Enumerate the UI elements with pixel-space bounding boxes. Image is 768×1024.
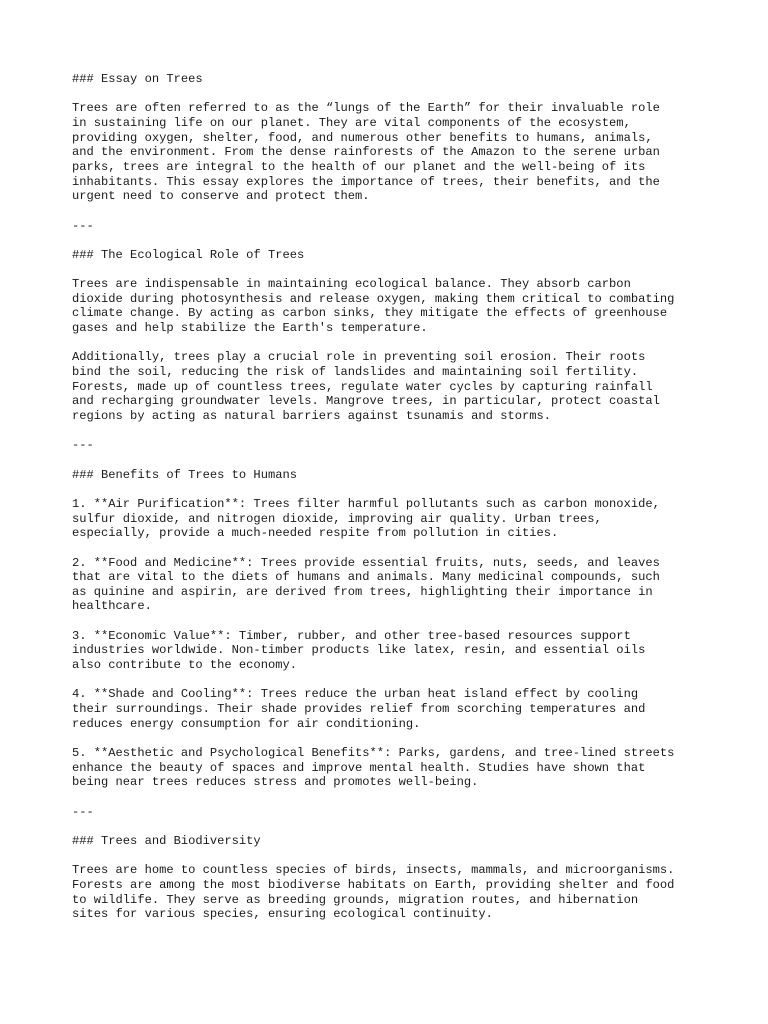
heading-essay: ### Essay on Trees: [72, 72, 203, 86]
biodiversity-paragraph: Trees are home to countless species of birds, insects, mammals, and microorganisms. Forests are among the most biodiverse habitats on Earth, providing shelter and food to wildlife. They serve as breeding grounds, migration routes, and hibernation sites for various species, ensuring ecological continuity.: [72, 863, 675, 922]
separator: ---: [72, 804, 94, 819]
heading-ecological-role: ### The Ecological Role of Trees: [72, 247, 305, 262]
benefit-item-4: 4. **Shade and Cooling**: Trees reduce the urban heat island effect by cooling their surroundings. Their shade provides relief from scorching temperatures and reduces energy consumption for air conditioning.: [72, 687, 646, 731]
ecological-paragraph-2: Additionally, trees play a crucial role in preventing soil erosion. Their roots bind the soil, reducing the risk of landslides and maintaining soil fertility. Forests, made up of countless trees, regulate water cycles by capturing rainfall and recharging groundwater levels. Mangrove trees, in particular, protect coastal regions by acting as natural barriers against tsunamis and storms.: [72, 350, 660, 424]
document-page: [72, 72, 712, 936]
ecological-paragraph-1: Trees are indispensable in maintaining ecological balance. They absorb carbon dioxide during photosynthesis and release oxygen, making them critical to combating climate change. By acting as carbon sinks, they mitigate the effects of greenhouse gases and help stabilize the Earth's temperature.: [72, 277, 675, 336]
heading-biodiversity: ### Trees and Biodiversity: [72, 833, 261, 848]
benefit-item-2: 2. **Food and Medicine**: Trees provide essential fruits, nuts, seeds, and leaves that are vital to the diets of humans and animals. Many medicinal compounds, such as quinine and aspirin, are derived from trees, highlighting their importance in healthcare.: [72, 555, 660, 614]
separator: ---: [72, 218, 94, 233]
benefit-item-1: 1. **Air Purification**: Trees filter harmful pollutants such as carbon monoxide, sulfur dioxide, and nitrogen dioxide, improving air quality. Urban trees, especially, provide a much-needed respite from pollution in cities.: [72, 496, 660, 541]
benefit-item-5: 5. **Aesthetic and Psychological Benefits**: Parks, gardens, and tree-lined streets enhance the beauty of spaces and improve mental health. Studies have shown that being near trees reduces stress and promotes well-being.: [72, 746, 675, 790]
separator: ---: [72, 438, 94, 453]
intro-paragraph: Trees are often referred to as the “lungs of the Earth” for their invaluable role in sustaining life on our planet. They are vital components of the ecosystem, providing oxygen, shelter, food, and numerous other benefits to humans, animals, and the environment. From the dense rainforests of the Amazon to the serene urban parks, trees are integral to the health of our planet and the well-being of its inhabitants. This essay explores the importance of trees, their benefits, and the urgent need to conserve and protect them.: [72, 101, 660, 204]
benefit-item-3: 3. **Economic Value**: Timber, rubber, and other tree-based resources support industries worldwide. Non-timber products like latex, resin, and essential oils also contribute to the economy.: [72, 628, 646, 673]
heading-benefits: ### Benefits of Trees to Humans: [72, 467, 297, 482]
